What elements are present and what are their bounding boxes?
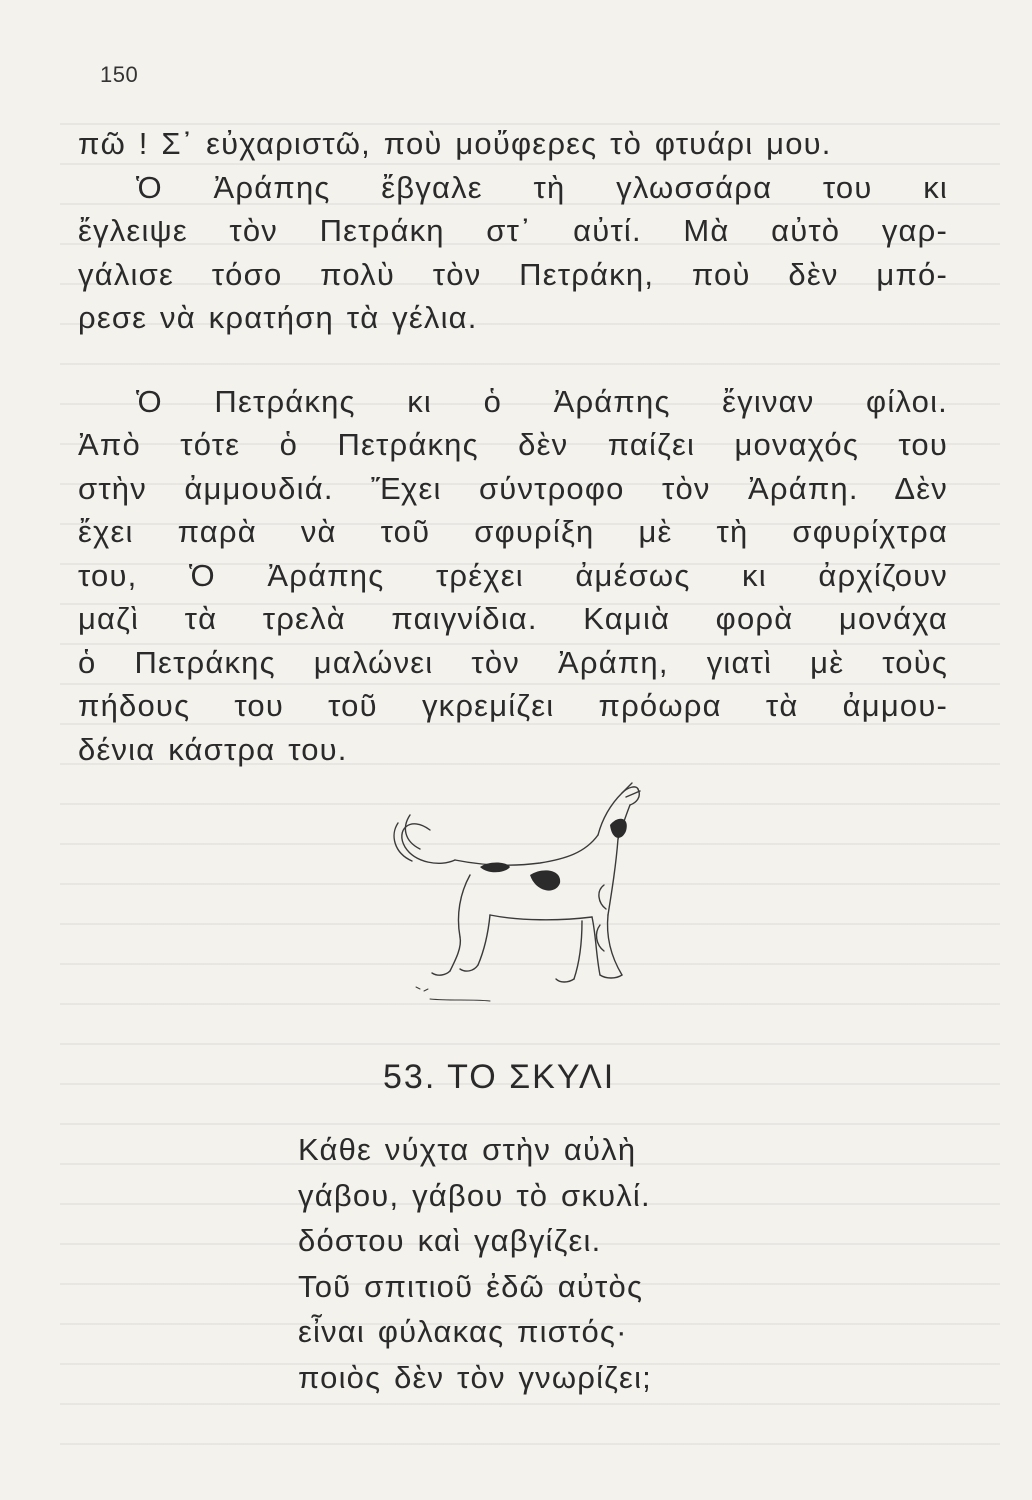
story-line: πῶ ! Σ᾽ εὐχαριστῶ, ποὺ μοὔφερες τὸ φτυάρι μου. [78, 126, 832, 161]
poem-line: Τοῦ σπιτιοῦ ἐδῶ αὐτὸς [298, 1268, 644, 1304]
story-line: ἔχει παρὰ νὰ τοῦ σφυρίξη μὲ τὴ σφυρίχτρα [78, 514, 948, 549]
poem-verse [298, 1127, 652, 1400]
page-number: 150 [100, 62, 139, 87]
story-line: γάλισε τόσο πολὺ τὸν Πετράκη, ποὺ δὲν μπό- [78, 256, 948, 292]
story-line: μαζὶ τὰ τρελὰ παιγνίδια. Καμιὰ φορὰ μονάχα [78, 601, 948, 636]
story-line: του, Ὁ Ἀράπης τρέχει ἀμέσως κι ἀρχίζουν [78, 557, 948, 593]
story-line: ὁ Πετράκης μαλώνει τὸν Ἀράπη, γιατὶ μὲ τοὺς [78, 644, 948, 680]
story-line: πήδους του τοῦ γκρεμίζει πρόωρα τὰ ἀμμου- [78, 688, 948, 723]
poem-line: γάβου, γάβου τὸ σκυλί. [298, 1177, 651, 1213]
poem-line: δόστου καὶ γαβγίζει. [298, 1223, 602, 1258]
story-line: Ὁ Πετράκης κι ὁ Ἀράπης ἔγιναν φίλοι. [136, 383, 948, 419]
story-line: ἔγλειψε τὸν Πετράκη στ᾽ αὐτί. Μὰ αὐτὸ γαρ- [78, 213, 948, 248]
poem-line: ποιὸς δὲν τὸν γνωρίζει; [298, 1359, 652, 1395]
story-line: Ἀπὸ τότε ὁ Πετράκης δὲν παίζει μοναχός του [78, 427, 948, 462]
barking-dog-icon [360, 775, 660, 1005]
story-line: ρεσε νὰ κρατήση τὰ γέλια. [78, 300, 478, 335]
story-text [78, 122, 948, 771]
poem-title: 53. ΤΟ ΣΚΥΛΙ [383, 1058, 616, 1096]
poem-line: εἶναι φύλακας πιστός· [298, 1314, 628, 1349]
story-line: Ὁ Ἀράπης ἔβγαλε τὴ γλωσσάρα του κι [136, 169, 948, 205]
story-line: στὴν ἀμμουδιά. Ἔχει σύντροφο τὸν Ἀράπη. Δὲν [78, 470, 948, 506]
story-line: δένια κάστρα του. [78, 731, 348, 767]
poem-line: Κάθε νύχτα στὴν αὐλὴ [298, 1132, 637, 1167]
paragraph-gap [78, 340, 948, 380]
